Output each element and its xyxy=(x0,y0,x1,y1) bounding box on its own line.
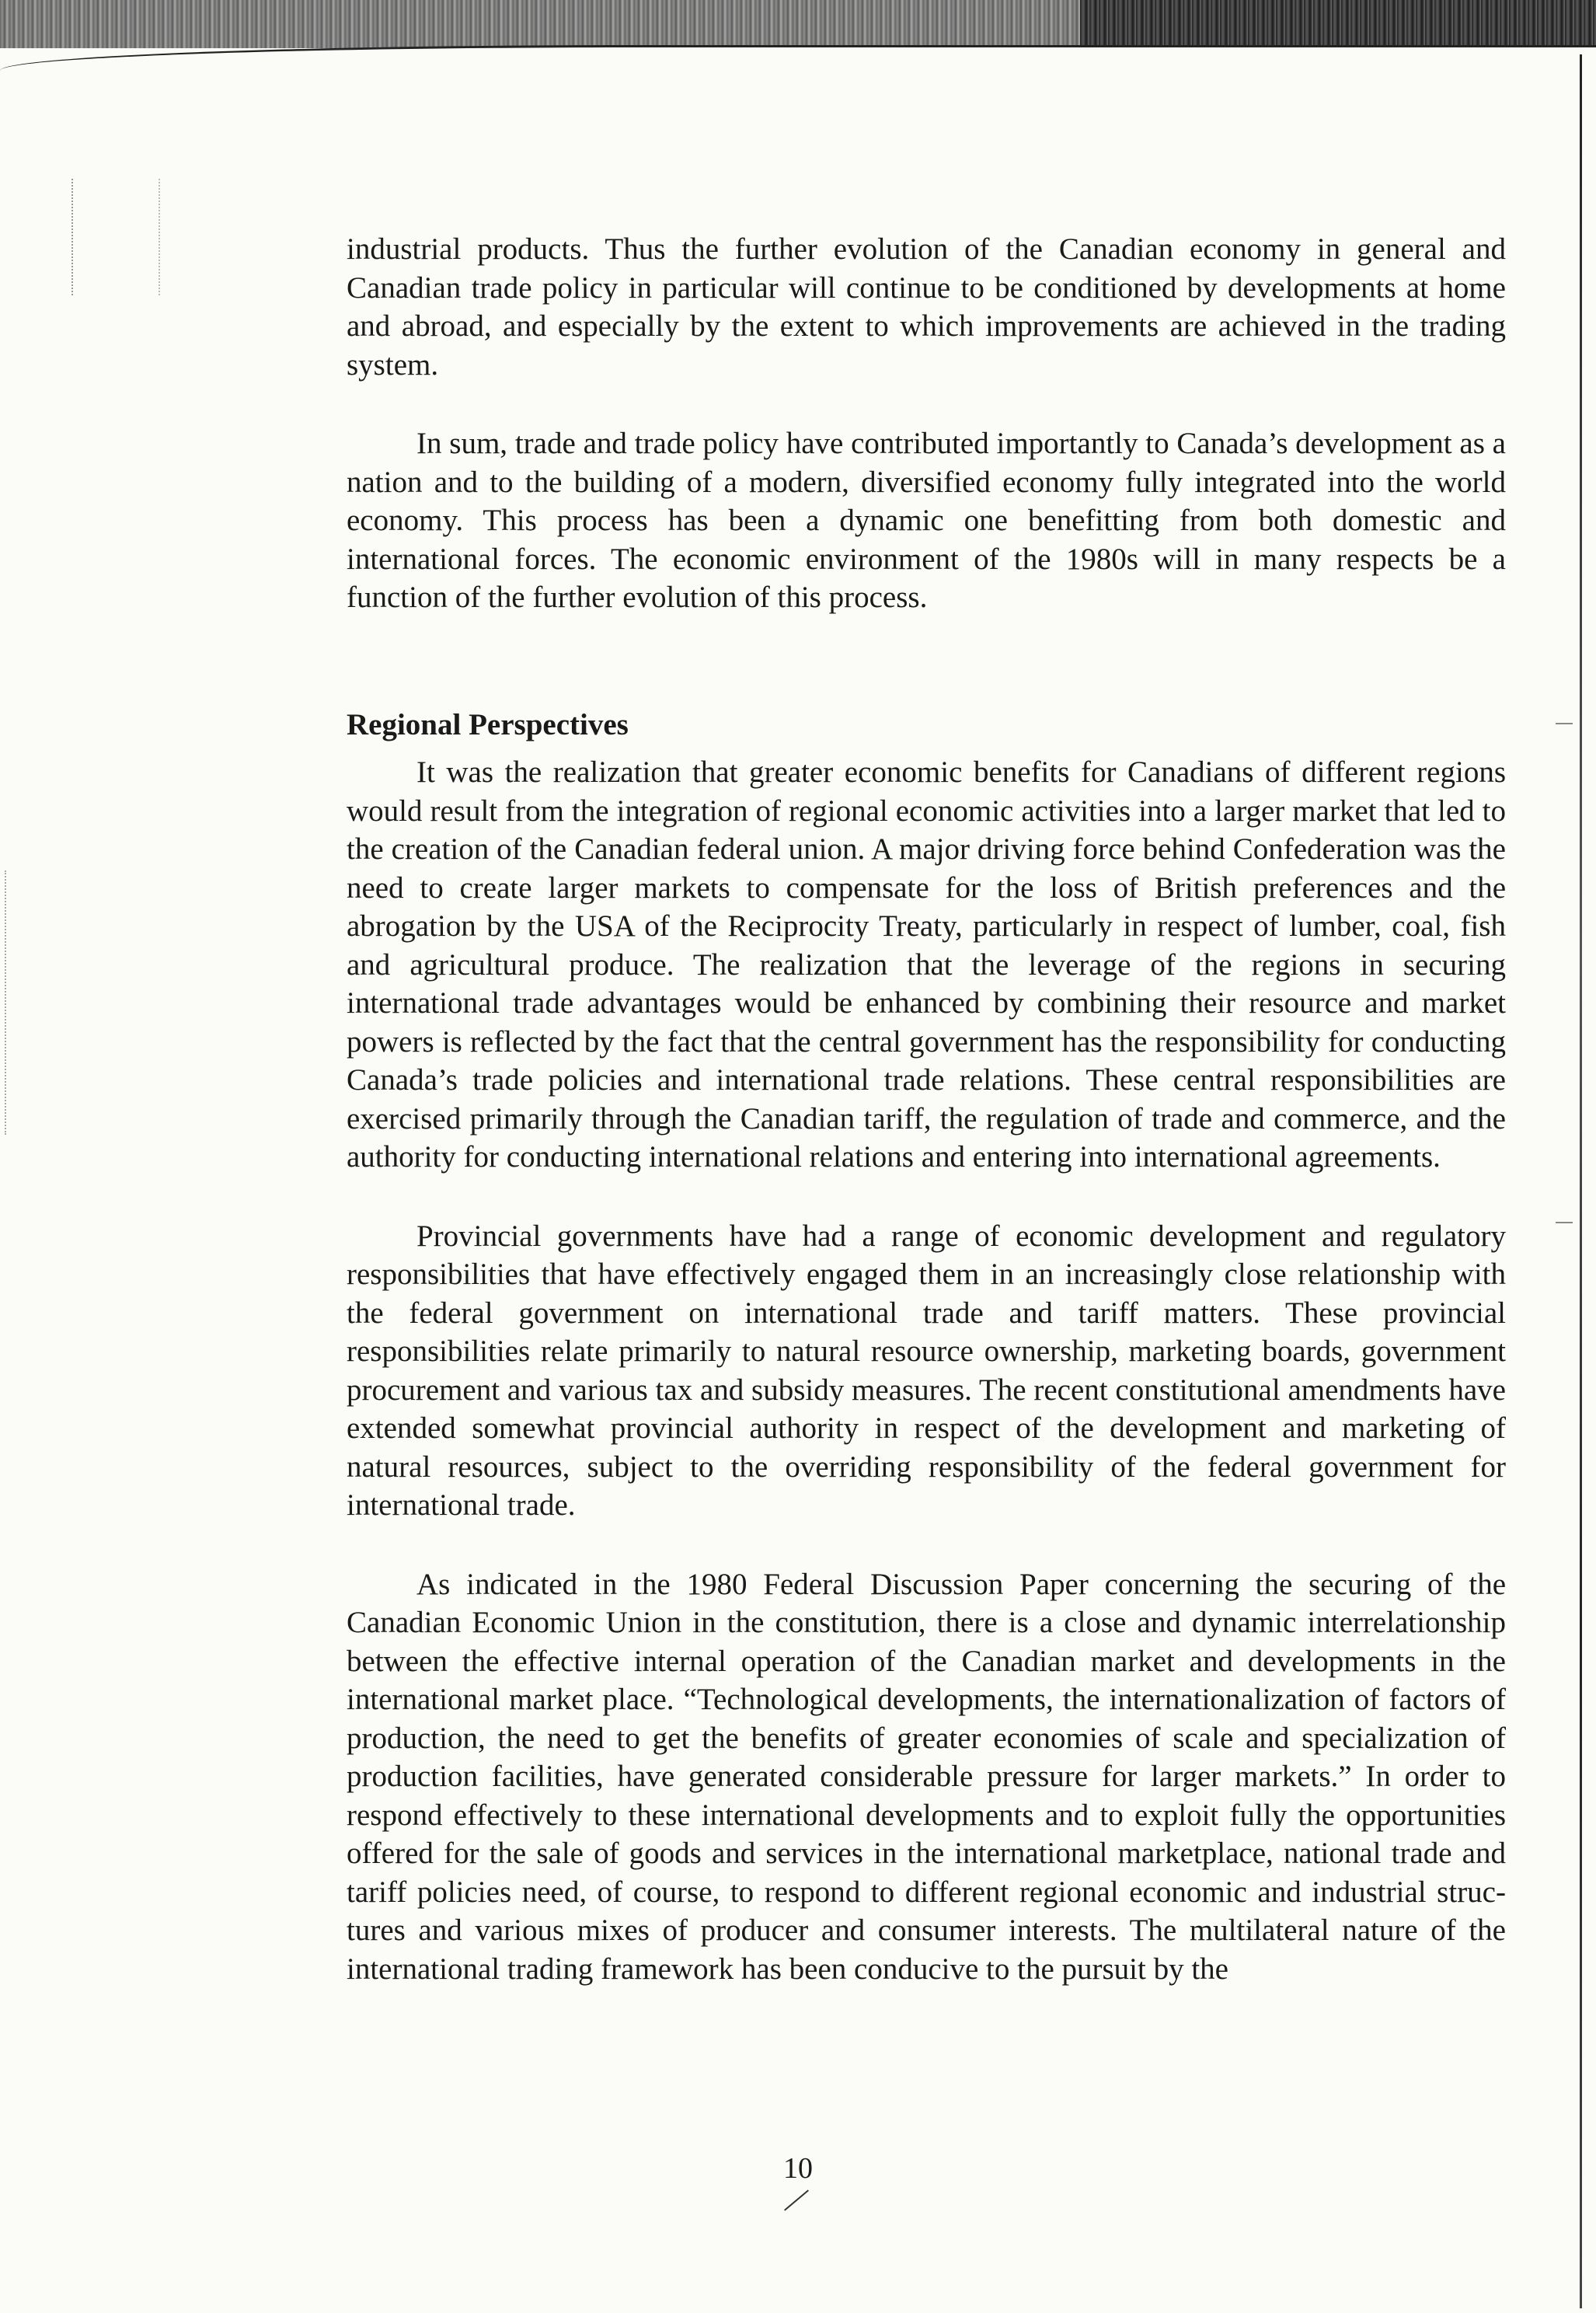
scan-artifact-dash xyxy=(1556,723,1573,724)
scan-artifact-dash xyxy=(1556,1222,1573,1223)
pen-mark xyxy=(784,2189,809,2210)
scan-artifact-top-dark xyxy=(1080,0,1596,48)
page-curl-edge xyxy=(0,45,1596,71)
scan-artifact-left-lower xyxy=(5,870,8,1135)
page-right-edge xyxy=(1580,54,1582,2308)
scan-artifact-left xyxy=(71,179,160,295)
section-heading: Regional Perspectives xyxy=(347,707,629,741)
body-text xyxy=(347,230,1506,1988)
paragraph: In sum, trade and trade policy have contributed importantly to Canada’s development as a nation and to the building of a modern, diversified economy fully integrated into the world economy. This process has been a dynamic one benefitting from both domestic and international forces. The economic environment of the 1980s will in many respects be a function of the further evolution of this process. xyxy=(347,427,1506,614)
page-number: 10 xyxy=(783,2152,813,2185)
paragraph: As indicated in the 1980 Federal Discussion Paper concerning the securing of the Canadian Economic Union in the constitution, there is a close and dynamic interrelationship between the effective internal operation of the Canadian market and developments in the international market place. “Technological developments, the internationalization of factors of production, the need to get the benefits of greater economies of scale and specialization of production facilities, have generated considerable pressure for larger markets.” In order to respond effectively to these international developments and to exploit fully the opportunities offered for the sale of goods and services in the international marketplace, national trade and tariff policies need, of course, to respond to different regional economic and industrial structures and various mixes of producer and consumer interests. The multilateral nature of the international trading framework has been conducive to the pursuit by the xyxy=(347,1567,1506,1986)
paragraph: It was the realization that greater economic benefits for Canadians of different regions would result from the integration of regional economic activities into a larger market that led to the creation of the Canadian federal union. A major driving force behind Confederation was the need to create larger markets to compensate for the loss of British preferences and the abrogation by the USA of the Reciprocity Treaty, particularly in respect of lumber, coal, fish and agricultural produce. The realization that the leverage of the regions in securing international trade advantages would be enhanced by combining their resource and market powers is reflected by the fact that the central government has the responsibility for conducting Canada’s trade policies and international trade relations. These central responsibilities are exercised primarily through the Canadian tariff, the regulation of trade and commerce, and the authority for conducting international relations and entering into international agreements. xyxy=(347,755,1506,1174)
paragraph: Provincial governments have had a range of economic development and regulatory responsibilities that have effectively engaged them in an increasingly close relationship with the federal government on international trade and tariff matters. These provincial responsibilities relate primarily to natural resource ownership, marketing boards, government procurement and various tax and subsidy measures. The recent constitutional amendments have extended somewhat provincial authority in respect of the development and marketing of natural resources, subject to the overriding responsibility of the federal government for international trade. xyxy=(347,1219,1506,1522)
paragraph-continued: industrial products. Thus the further evolution of the Canadian economy in general and Canadian trade policy in particular will continue to be conditioned by developments at home and abroad, and especially by the extent to which improvements are achieved in the trading system. xyxy=(347,232,1506,382)
